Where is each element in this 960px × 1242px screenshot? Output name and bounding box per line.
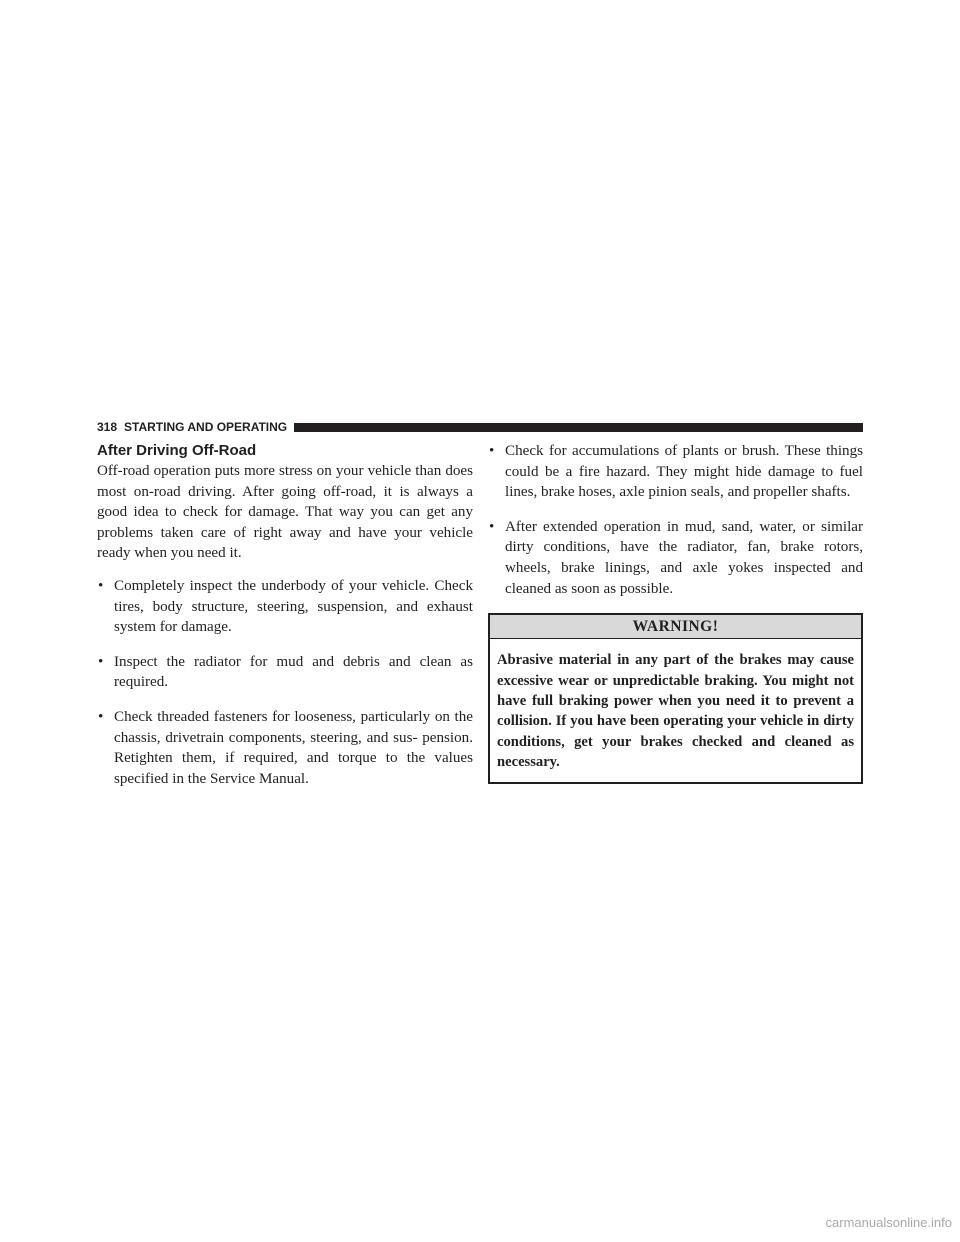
list-item	[488, 517, 863, 599]
section-heading: After Driving Off-Road	[97, 442, 257, 459]
list-item	[97, 576, 473, 638]
list-item-text: After extended operation in mud, sand, water, or similar dirty conditions, have the radiator, fan, brake rotors, wheels, brake linings, and axle yokes inspected and cleaned as soon as possible.	[505, 518, 863, 597]
bullet-icon: •	[98, 653, 104, 670]
list-item-text: Inspect the radiator for mud and debris and clean as required.	[114, 653, 473, 691]
list-item-text: Completely inspect the underbody of your vehicle. Check tires, body structure, steering, suspension, and exhaust system for damage.	[114, 577, 473, 636]
list-item	[97, 707, 473, 789]
intro-paragraph: Off-road operation puts more stress on your vehicle than does most on-road driving. After going off-road, it is always a good idea to check for damage. That way you can get any problems taken care of right away and have your vehicle ready when you need it.	[97, 463, 473, 562]
bullet-icon: •	[98, 577, 104, 594]
list-item	[97, 652, 473, 693]
warning-text: Abrasive material in any part of the brakes may cause excessive wear or unpredictable braking. You might not have full braking power when you need it to prevent a collision. If you have been operating your vehicle in dirty conditions, get your brakes checked and cleaned as necessary.	[497, 652, 854, 771]
page-header	[97, 420, 863, 434]
right-column	[488, 441, 863, 784]
right-bullet-list	[488, 441, 863, 599]
section-title: STARTING AND OPERATING	[124, 420, 288, 434]
page-number: 318	[97, 420, 118, 434]
watermark: carmanualsonline.info	[825, 1215, 952, 1230]
list-item-text: Check threaded fasteners for looseness, particularly on the chassis, drivetrain components, steering, and sus- pension. Retighten them, if required, and torque to the values specified in the Service Manual.	[114, 708, 473, 787]
list-item	[488, 441, 863, 503]
left-column	[97, 441, 473, 803]
warning-title: WARNING!	[490, 615, 861, 639]
bullet-icon: •	[98, 708, 104, 725]
warning-box	[488, 613, 863, 783]
bullet-icon: •	[489, 518, 495, 535]
left-bullet-list	[97, 576, 473, 789]
list-item-text: Check for accumulations of plants or brush. These things could be a fire hazard. They might hide damage to fuel lines, brake hoses, axle pinion seals, and propeller shafts.	[505, 443, 863, 501]
bullet-icon: •	[489, 443, 495, 459]
header-rule	[294, 423, 863, 432]
